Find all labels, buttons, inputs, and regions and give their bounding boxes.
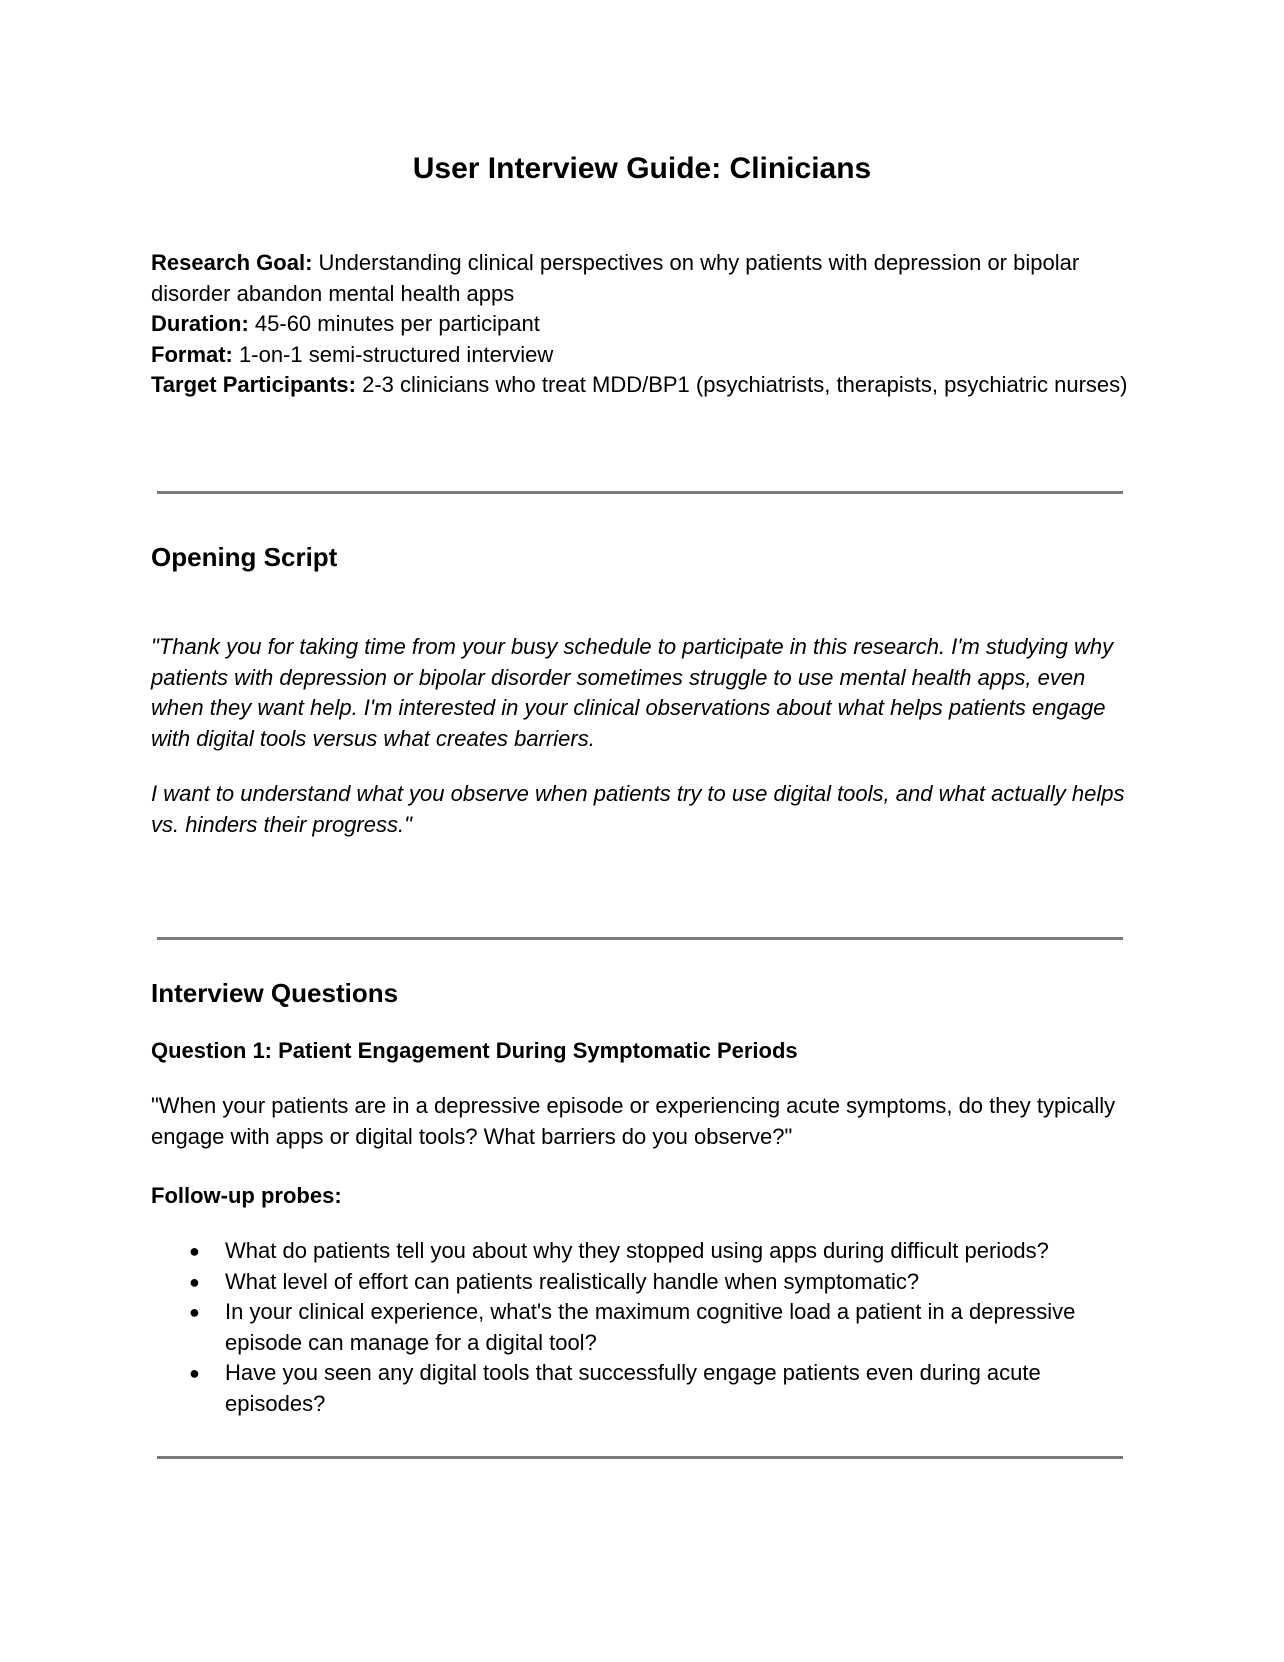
bullet-icon: ● [189, 1271, 200, 1292]
research-goal-label: Research Goal: [151, 250, 313, 275]
bullet-icon: ● [189, 1302, 200, 1322]
followup-label: Follow-up probes: [151, 1183, 342, 1208]
opening-paragraph-1: "Thank you for taking time from your busy schedule to participate in this research. I'm studying why patients with depression or bipolar disorder sometimes struggle to use mental health apps, even when they want help. I'm interested in your clinical observations about what helps patients engage with digital tools versus what creates barriers. [151, 634, 1114, 751]
followup-probes-list [151, 1236, 1126, 1419]
list-item [151, 1267, 1126, 1298]
opening-paragraph-2: I want to understand what you observe when patients try to use digital tools, and what actually helps vs. hinders their progress." [151, 781, 1125, 837]
list-item [151, 1358, 1126, 1419]
probe-text: What level of effort can patients realistically handle when symptomatic? [225, 1268, 920, 1294]
divider [157, 1456, 1123, 1459]
research-goal-value: Understanding clinical perspectives on why patients with depression or bipolar disorder abandon mental health apps [151, 250, 1080, 306]
divider [157, 937, 1123, 940]
meta-block [151, 248, 1141, 401]
duration-value: 45-60 minutes per participant [254, 311, 540, 336]
format-value: 1-on-1 semi-structured interview [239, 341, 554, 367]
bullet-icon: ● [189, 1241, 200, 1261]
question-1-text: "When your patients are in a depressive episode or experiencing acute symptoms, do they typically engage with apps or digital tools? What barriers do you observe?" [151, 1093, 1116, 1149]
page-title: User Interview Guide: Clinicians [412, 152, 872, 185]
participants-label: Target Participants: [151, 372, 356, 397]
duration [151, 309, 1141, 340]
format [151, 340, 1141, 371]
divider [157, 491, 1123, 494]
bullet-icon: ● [189, 1363, 200, 1383]
participants-value: 2-3 clinicians who treat MDD/BP1 (psychiatrists, therapists, psychiatric nurses) [362, 372, 1128, 397]
list-item [151, 1297, 1126, 1358]
interview-questions-heading: Interview Questions [151, 978, 399, 1008]
duration-label: Duration: [151, 311, 249, 336]
probe-text: Have you seen any digital tools that successfully engage patients even during acute episodes? [225, 1360, 1041, 1416]
list-item [151, 1236, 1126, 1267]
probe-text: What do patients tell you about why they stopped using apps during difficult periods? [225, 1238, 1049, 1263]
question-1-title: Question 1: Patient Engagement During Symptomatic Periods [151, 1038, 798, 1063]
opening-script-heading: Opening Script [151, 542, 338, 572]
probe-text: In your clinical experience, what's the maximum cognitive load a patient in a depressive episode can manage for a digital tool? [225, 1299, 1076, 1355]
research-goal [151, 248, 1141, 309]
target-participants [151, 370, 1141, 401]
format-label: Format: [151, 341, 233, 367]
